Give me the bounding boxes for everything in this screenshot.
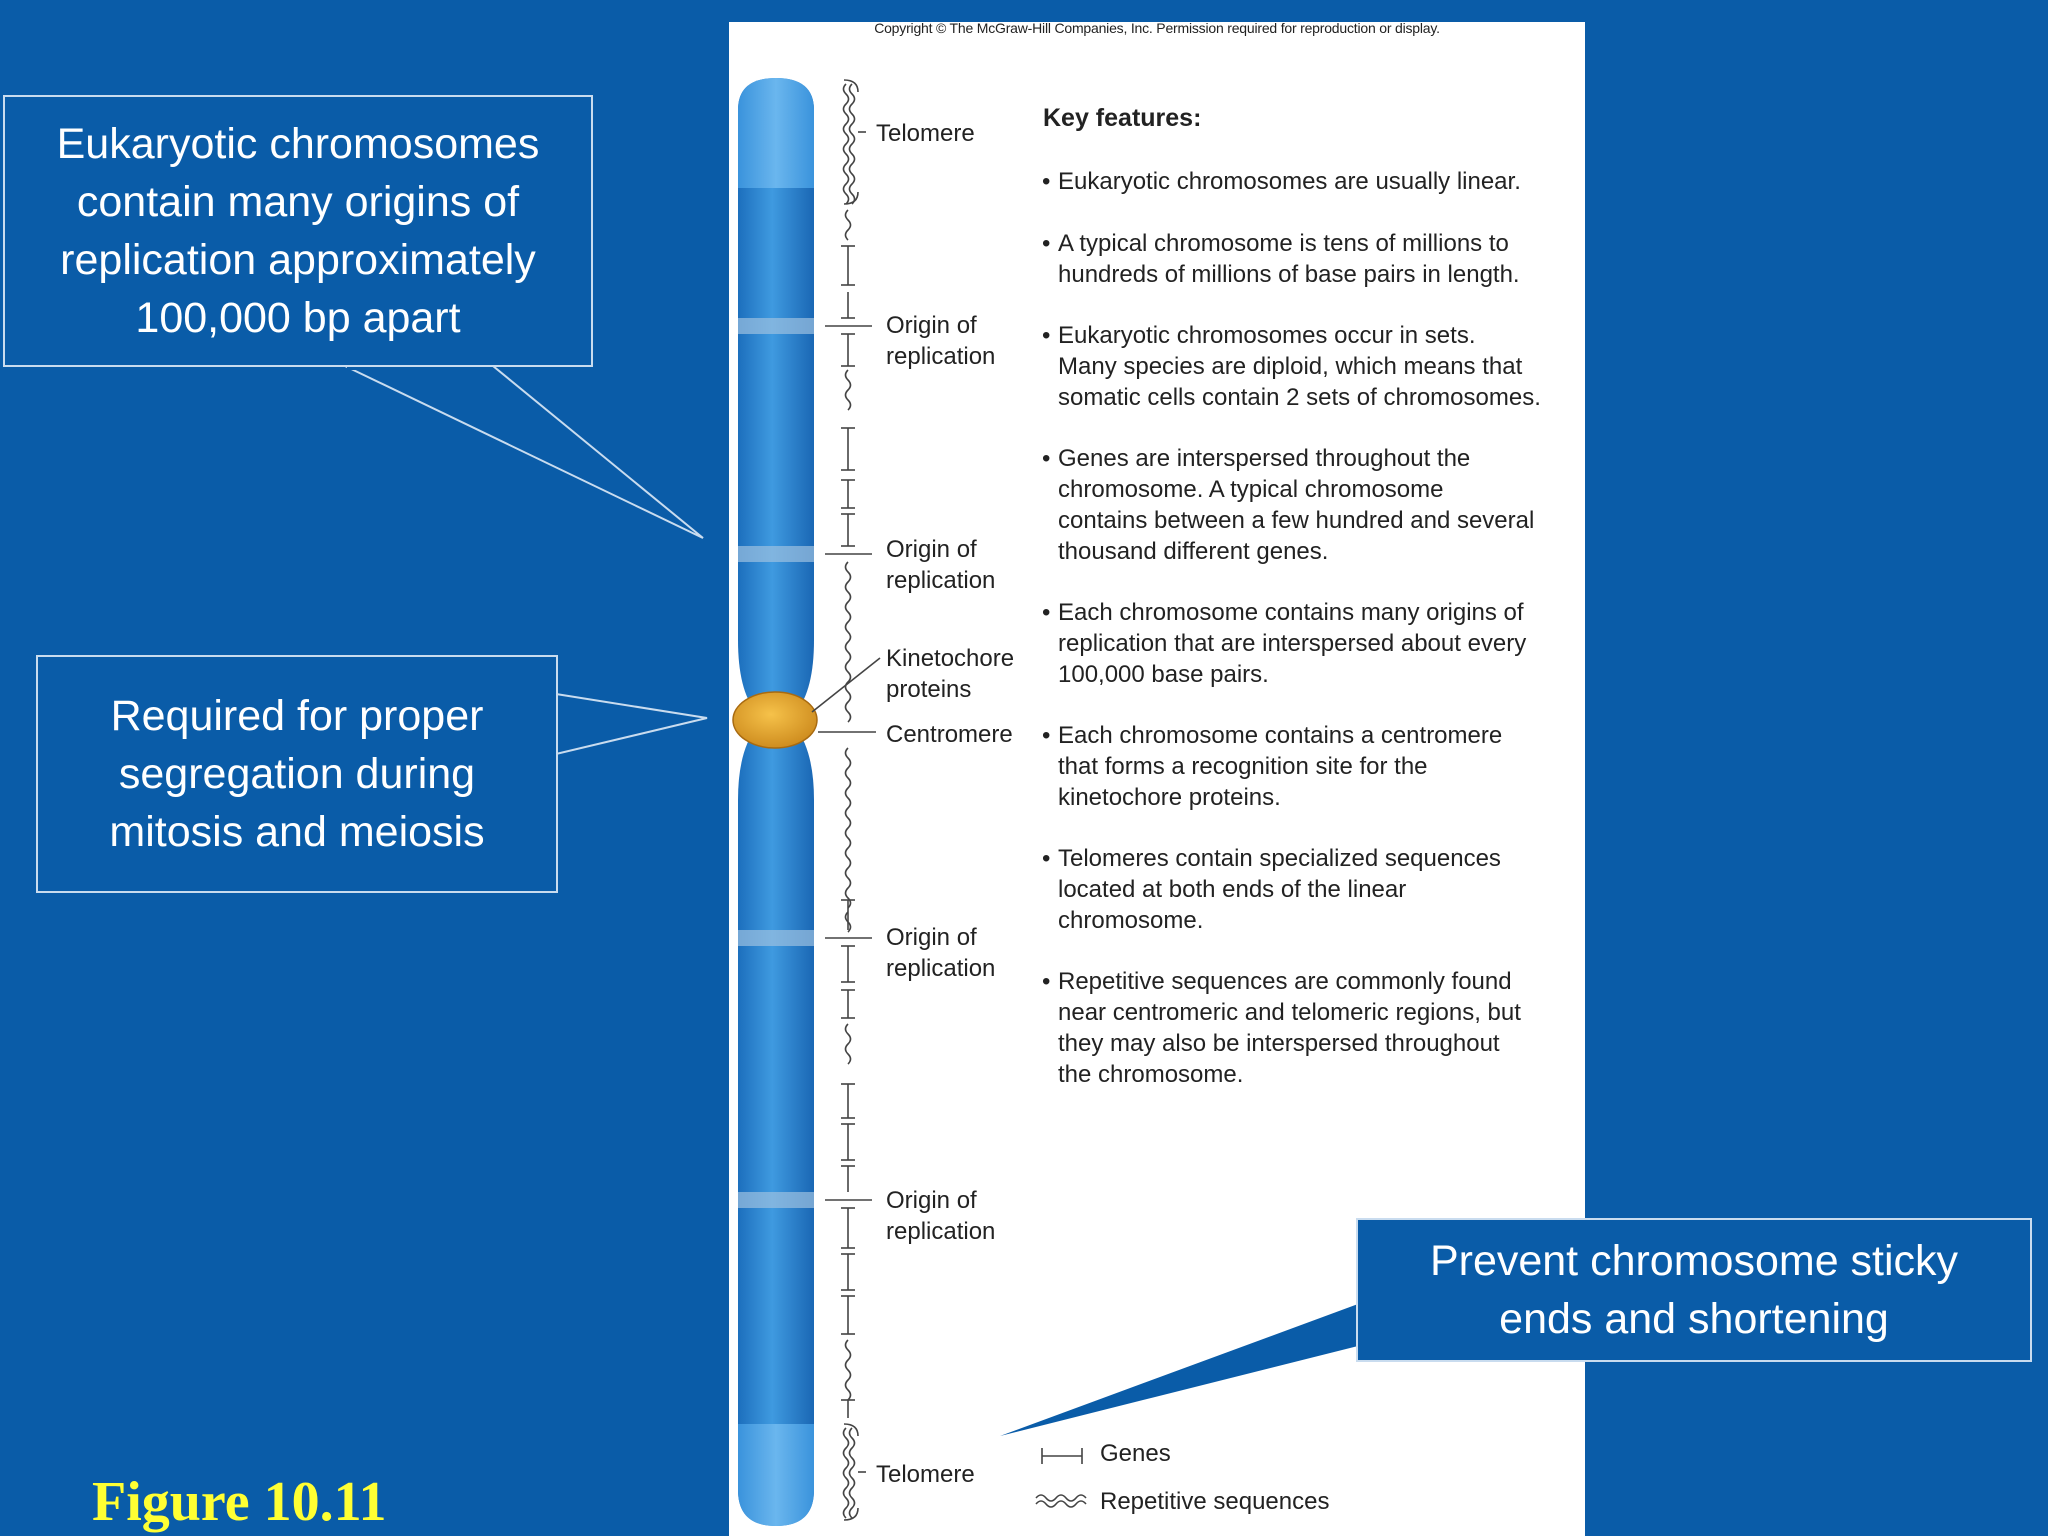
key-feature-bullet: • Eukaryotic chromosomes occur in sets. Many species are diploid, which means that somatic cells contain 2 sets of chromosomes. bbox=[1042, 322, 1541, 411]
callout-telomere-function: Prevent chromosome sticky ends and shortening bbox=[1356, 1218, 2032, 1362]
copyright-notice: Copyright © The McGraw-Hill Companies, Inc. Permission required for reproduction or display. bbox=[874, 20, 1440, 36]
telomere-cap-top bbox=[738, 78, 814, 188]
chromosome-lower-arm bbox=[738, 728, 814, 1526]
key-feature-bullet: • Repetitive sequences are commonly found near centromeric and telomeric regions, but they may also be interspersed throughout the chromosome. bbox=[1042, 968, 1521, 1088]
label-kinetochore-proteins: Kinetochore proteins bbox=[886, 645, 1015, 703]
key-features-heading: Key features: bbox=[1043, 104, 1202, 132]
label-centromere: Centromere bbox=[886, 721, 1013, 748]
label-origin-1: Origin of replication bbox=[886, 312, 996, 370]
key-feature-bullet: • A typical chromosome is tens of millions to hundreds of millions of base pairs in length. bbox=[1042, 230, 1520, 288]
callout-centromere-function: Required for proper segregation during mitosis and meiosis bbox=[36, 655, 558, 893]
callout-pointer-telomere bbox=[1000, 1304, 1358, 1436]
repetitive-legend-icon bbox=[1036, 1495, 1086, 1507]
label-origin-3: Origin of replication bbox=[886, 924, 996, 982]
sequence-track bbox=[812, 80, 880, 1520]
centromere-knob bbox=[733, 692, 817, 748]
label-origin-4: Origin of replication bbox=[886, 1187, 996, 1245]
callout-origins-of-replication: Eukaryotic chromosomes contain many origins of replication approximately 100,000 bp apart bbox=[3, 95, 593, 367]
telomere-cap-bottom bbox=[738, 1424, 814, 1526]
label-origin-2: Origin of replication bbox=[886, 536, 996, 594]
callout-pointer-origins bbox=[345, 366, 703, 538]
callout-pointer-centromere bbox=[556, 694, 707, 754]
legend-genes-label: Genes bbox=[1100, 1440, 1171, 1467]
repetitive-seq bbox=[850, 84, 855, 204]
label-telomere-top: Telomere bbox=[876, 120, 975, 147]
chromosome-upper-arm bbox=[738, 78, 814, 712]
label-telomere-bottom: Telomere bbox=[876, 1461, 975, 1488]
key-feature-bullet: • Each chromosome contains a centromere that forms a recognition site for the kinetochore proteins. bbox=[1042, 722, 1503, 811]
gene-legend-icon bbox=[1042, 1448, 1082, 1464]
key-feature-bullet: • Each chromosome contains many origins of replication that are interspersed about every 100,000 base pairs. bbox=[1042, 599, 1527, 688]
key-feature-bullet: • Telomeres contain specialized sequences located at both ends of the linear chromosome. bbox=[1042, 845, 1501, 934]
legend-repetitive-label: Repetitive sequences bbox=[1100, 1488, 1330, 1515]
key-feature-bullet: • Genes are interspersed throughout the chromosome. A typical chromosome contains between a few hundred and several thousand different genes. bbox=[1042, 445, 1535, 565]
origin-band-2 bbox=[738, 546, 814, 562]
repetitive-seq bbox=[844, 84, 849, 204]
figure-label: Figure 10.11 bbox=[92, 1471, 387, 1533]
origin-band-4 bbox=[738, 1192, 814, 1208]
key-feature-bullet: • Eukaryotic chromosomes are usually linear. bbox=[1042, 168, 1521, 195]
origin-band-3 bbox=[738, 930, 814, 946]
origin-band-1 bbox=[738, 318, 814, 334]
